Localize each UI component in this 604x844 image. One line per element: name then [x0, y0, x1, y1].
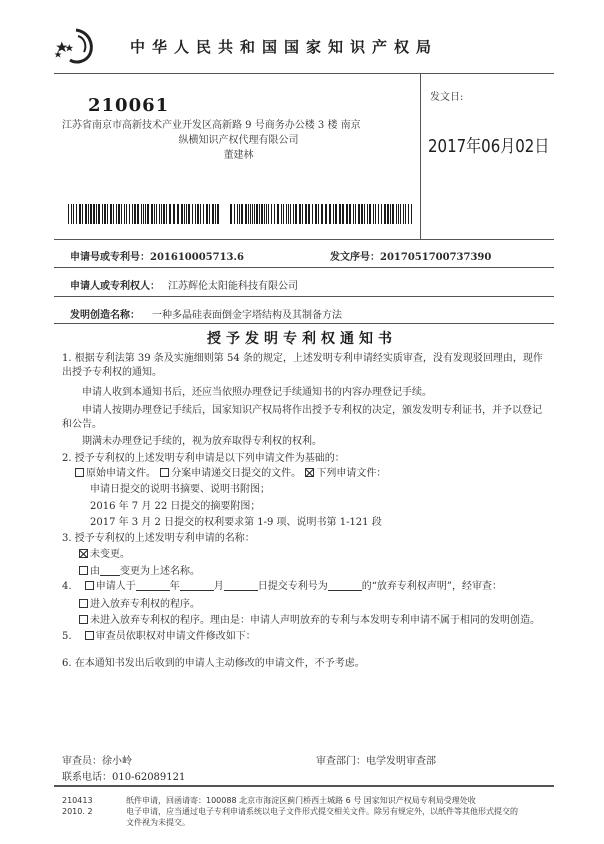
p2-detail2: 2016 年 7 月 22 日提交的摘要附图；: [90, 501, 261, 512]
form-version: 2010. 2: [62, 807, 93, 816]
p4-checkbox[interactable]: [85, 581, 94, 590]
app-no-row: [70, 248, 244, 263]
p5-number: 5.: [62, 631, 72, 642]
recipient-name: 董建林: [223, 150, 254, 161]
p4-not-enter-label: 未进入放弃专利权的程序。理由是：申请人声明放弃的专利与本发明专利申请不属于相同的发明创造。: [90, 615, 540, 626]
p2-listed-checkbox[interactable]: [305, 468, 314, 477]
p4-text-b: 年: [169, 581, 180, 592]
form-code: 210413: [62, 796, 93, 805]
header-divider: [54, 73, 554, 74]
p3-option-unchanged: [78, 548, 130, 562]
applicant: 江苏辉伦太阳能科技有限公司: [168, 281, 298, 292]
p1-line2: 出授予专利权的通知。: [62, 367, 162, 378]
p4-not-enter-checkbox[interactable]: [79, 615, 88, 624]
p2-original-label: 原始申请文件。: [86, 468, 156, 479]
footer-line2: 电子申请，应当通过电子专利申请系统以电子文件形式提交相关文件。除另有规定外，以纸件等其他形式提交的: [126, 807, 518, 816]
p4-text-a: 申请人于: [95, 581, 136, 592]
address-line2: 纵横知识产权代理有限公司: [178, 135, 299, 146]
p2-divisional-checkbox[interactable]: [160, 468, 169, 477]
footer-line3: 文件视为未提交。: [126, 818, 190, 827]
p2-original-checkbox[interactable]: [75, 468, 84, 477]
p2-divisional-label: 分案申请递交日提交的文件。: [171, 468, 302, 479]
p3-option-changed: [78, 565, 200, 579]
p4-option-not-enter: [78, 614, 540, 628]
org-name: 中华人民共和国国家知识产权局: [130, 38, 439, 56]
serial-row: [330, 248, 491, 263]
address-date-divider: [420, 73, 421, 239]
examiner-name: 徐小岭: [102, 756, 132, 767]
info-divider-4: [54, 323, 554, 324]
p5-line: [62, 630, 256, 644]
info-divider-2: [54, 267, 554, 268]
dept-row: [316, 752, 436, 767]
serial-no: 2017051700737390: [380, 252, 492, 263]
p4-month-blank: [180, 580, 214, 591]
p1-line6: 期满未办理登记手续的，视为放弃取得专利权的权利。: [82, 436, 322, 447]
app-no: 201610005713.6: [150, 252, 244, 263]
p5-label: 审查员依职权对申请文件修改如下：: [95, 631, 256, 642]
p4-day-blank: [224, 580, 258, 591]
p1-line5: 和公告。: [62, 419, 102, 430]
p1-line4: 申请人按期办理登记手续后，国家知识产权局将作出授予专利权的决定，颁发发明专利证书，并予以登记: [82, 405, 542, 416]
p4-text-d: 日提交专利号为: [257, 581, 328, 592]
p2-listed-label: 下列申请文件：: [316, 468, 387, 479]
p3-unchanged-checkbox[interactable]: [79, 549, 88, 558]
cnipa-logo-icon: [54, 26, 98, 66]
issue-date-label: 发文日:: [430, 92, 464, 103]
p4-line: [62, 580, 502, 594]
invention-label: 发明创造名称：: [70, 310, 140, 321]
p6-line: 6. 在本通知书发出后收到的申请人主动修改的申请文件，不予考虑。: [62, 658, 365, 669]
phone-label: 联系电话：: [62, 772, 112, 783]
p3-changed-prefix: 由: [90, 566, 100, 577]
issue-date: 2017年06月02日: [428, 135, 550, 157]
p3-line1: 3. 授予专利权的上述发明专利申请的名称：: [62, 533, 255, 544]
dept-name: 电学发明审查部: [366, 756, 436, 767]
p2-options: [74, 467, 386, 481]
barcode: [68, 204, 412, 224]
address-line1: 江苏省南京市高新技术产业开发区高新路 9 号商务办公楼 3 楼 南京: [62, 120, 361, 131]
p3-changed-suffix: 变更为上述名称。: [120, 566, 200, 577]
footer-line1: 纸件申请，回函请寄：100088 北京市海淀区蓟门桥西土城路 6 号 国家知识产权局专利局受理处收: [126, 796, 476, 805]
app-no-label: 申请号或专利号：: [70, 252, 150, 263]
dept-label: 审查部门：: [316, 756, 366, 767]
postcode: 210061: [88, 95, 170, 116]
serial-label: 发文序号：: [330, 252, 380, 263]
p2-detail1: 申请日提交的说明书摘要、说明书附图；: [90, 484, 270, 495]
phone-number: 010-62089121: [112, 772, 186, 783]
p4-enter-checkbox[interactable]: [79, 599, 88, 608]
p3-changed-checkbox[interactable]: [79, 566, 88, 575]
p2-detail3: 2017 年 3 月 2 日提交的权利要求第 1-9 项、说明书第 1-121 段: [90, 517, 382, 528]
p4-enter-label: 进入放弃专利权的程序。: [90, 599, 200, 610]
p3-old-name-blank: [100, 565, 120, 576]
info-divider-1: [54, 239, 554, 240]
examiner-label: 审查员：: [62, 756, 102, 767]
p4-text-c: 月: [213, 581, 224, 592]
p4-year-blank: [136, 580, 170, 591]
p2-line1: 2. 授予专利权的上述发明专利申请是以下列申请文件为基础的：: [62, 453, 345, 464]
p4-option-enter: [78, 598, 200, 612]
phone-row: [62, 768, 185, 783]
p3-unchanged-label: 未变更。: [90, 549, 130, 560]
p4-text-e: 的“放弃专利权声明”，经审查：: [361, 581, 502, 592]
p1-line3: 申请人收到本通知书后，还应当依照办理登记手续通知书的内容办理登记手续。: [82, 387, 432, 398]
applicant-row: [70, 277, 298, 292]
applicant-label: 申请人或专利权人：: [70, 281, 160, 292]
invention-name: 一种多晶硅表面倒金字塔结构及其制备方法: [152, 310, 342, 321]
examiner-row: [62, 752, 132, 767]
invention-row: [70, 306, 342, 321]
p1-line1: 1. 根据专利法第 39 条及实施细则第 54 条的规定，上述发明专利申请经实质审查，没有发现驳回理由，现作: [62, 353, 543, 364]
p4-patent-no-blank: [328, 580, 362, 591]
notice-title: 授予发明专利权通知书: [207, 331, 397, 347]
p4-number: 4.: [62, 581, 72, 592]
footer-divider: [54, 785, 554, 787]
info-divider-3: [54, 296, 554, 297]
p5-checkbox[interactable]: [85, 631, 94, 640]
